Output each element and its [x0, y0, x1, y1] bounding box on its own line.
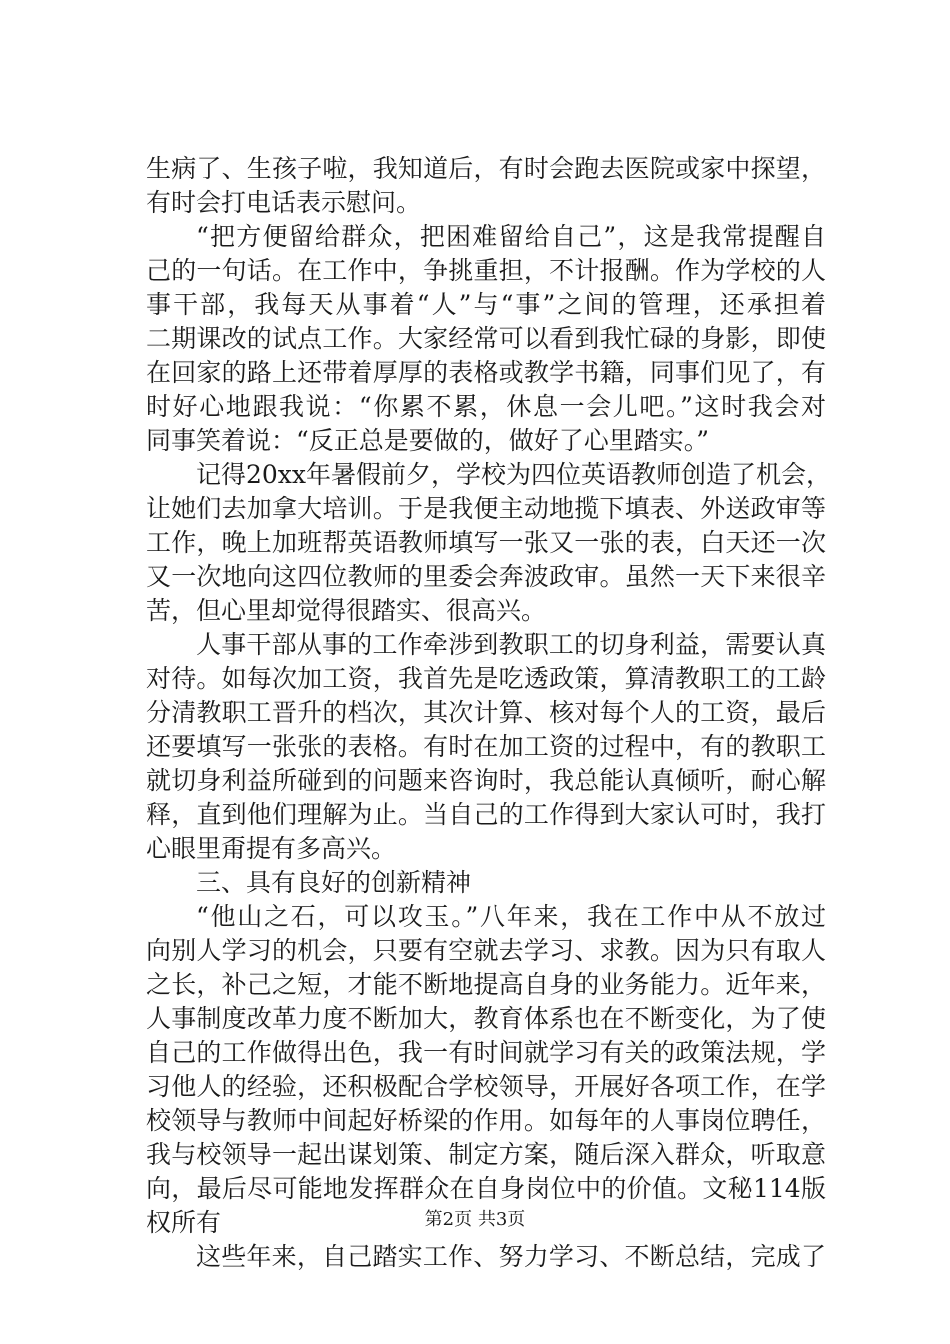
text-line: 记得20xx年暑假前夕，学校为四位英语教师创造了机会，: [196, 460, 832, 489]
text-line: 时好心地跟我说：“你累不累，休息一会儿吧。”这时我会对: [146, 392, 826, 421]
text-line: 有时会打电话表示慰问。: [146, 188, 422, 217]
text-line: 分清教职工晋升的档次，其次计算、核对每个人的工资，最后: [146, 698, 826, 727]
text-line: 权所有: [146, 1208, 222, 1237]
text-line: 对待。如每次加工资，我首先是吃透政策，算清教职工的工龄: [146, 664, 826, 693]
text-line: 人事干部从事的工作牵涉到教职工的切身利益，需要认真: [196, 630, 826, 659]
text-line: 事干部，我每天从事着“人”与“事”之间的管理，还承担着: [146, 290, 826, 319]
text-line: 人事制度改革力度不断加大，教育体系也在不断变化，为了使: [146, 1004, 826, 1033]
text-line: 三、具有良好的创新精神: [196, 868, 472, 897]
document-body: [146, 152, 832, 1274]
page-footer: 第2页 共3页: [424, 1209, 526, 1230]
text-line: 还要填写一张张的表格。有时在加工资的过程中，有的教职工: [146, 732, 826, 761]
text-line: 工作，晚上加班帮英语教师填写一张又一张的表，白天还一次: [146, 528, 826, 557]
text-line: “把方便留给群众，把困难留给自己”，这是我常提醒自: [196, 222, 826, 251]
text-line: 在回家的路上还带着厚厚的表格或教学书籍，同事们见了，有: [146, 358, 826, 387]
text-line: 又一次地向这四位教师的里委会奔波政审。虽然一天下来很辛: [146, 562, 826, 591]
text-line: 我与校领导一起出谋划策、制定方案，随后深入群众，听取意: [146, 1140, 826, 1169]
text-line: 让她们去加拿大培训。于是我便主动地揽下填表、外送政审等: [146, 494, 826, 523]
text-line: 二期课改的试点工作。大家经常可以看到我忙碌的身影，即使: [146, 324, 826, 353]
text-line: 自己的工作做得出色，我一有时间就学习有关的政策法规，学: [146, 1038, 826, 1067]
text-line: 校领导与教师中间起好桥梁的作用。如每年的人事岗位聘任，: [146, 1106, 826, 1135]
text-line: 习他人的经验，还积极配合学校领导，开展好各项工作，在学: [146, 1072, 826, 1101]
text-line: 之长，补己之短，才能不断地提高自身的业务能力。近年来，: [146, 970, 826, 999]
text-line: 同事笑着说：“反正总是要做的，做好了心里踏实。”: [146, 426, 710, 455]
text-line: 释，直到他们理解为止。当自己的工作得到大家认可时，我打: [146, 800, 826, 829]
text-line: 向别人学习的机会，只要有空就去学习、求教。因为只有取人: [146, 936, 826, 965]
text-line: 苦，但心里却觉得很踏实、很高兴。: [146, 596, 547, 625]
text-line: 就切身利益所碰到的问题来咨询时，我总能认真倾听，耐心解: [146, 766, 826, 795]
text-line: 这些年来，自己踏实工作、努力学习、不断总结，完成了: [196, 1242, 826, 1271]
text-line: 向，最后尽可能地发挥群众在自身岗位中的价值。文秘114版: [146, 1174, 826, 1203]
text-line: 己的一句话。在工作中，争挑重担，不计报酬。作为学校的人: [146, 256, 826, 285]
text-line: 心眼里甭提有多高兴。: [146, 834, 397, 863]
text-line: “他山之石，可以攻玉。”八年来，我在工作中从不放过: [196, 902, 826, 931]
text-line: 生病了、生孩子啦，我知道后，有时会跑去医院或家中探望，: [146, 154, 826, 183]
